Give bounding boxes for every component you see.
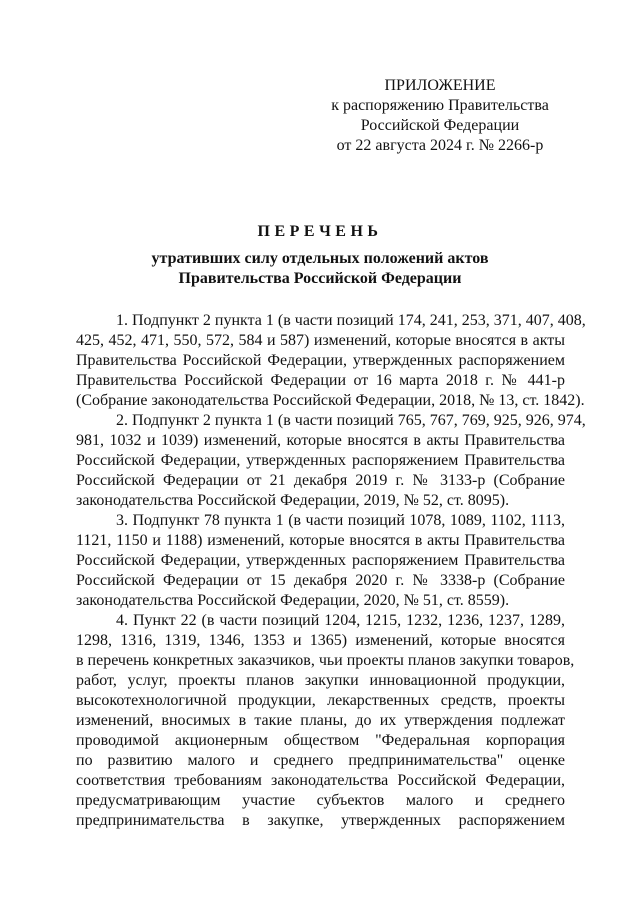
paragraph-line: соответствия требованиям законодательства Российской Федерации, <box>76 772 565 789</box>
subtitle-line: Правительства Российской Федерации <box>178 270 462 287</box>
paragraph-line: работ, услуг, проекты планов закупки инновационной продукции, <box>76 672 565 689</box>
paragraph-line: 1. Подпункт 2 пункта 1 (в части позиций 174, 241, 253, 371, 407, 408, <box>116 312 586 329</box>
appendix-label: ПРИЛОЖЕНИЕ <box>384 77 496 94</box>
paragraph-line: 2. Подпункт 2 пункта 1 (в части позиций 765, 767, 769, 925, 926, 974, <box>116 412 586 429</box>
paragraph-line: Российской Федерации, утвержденных распоряжением Правительства <box>76 452 565 469</box>
paragraph-line: Российской Федерации от 15 декабря 2020 г. № 3338-р (Собрание <box>76 572 565 589</box>
paragraph-line: изменений, вносимых в такие планы, до их утверждения подлежат <box>76 712 565 729</box>
paragraph-line: 1298, 1316, 1319, 1346, 1353 и 1365) изменений, которые вносятся <box>76 632 565 649</box>
paragraph-line: высокотехнологичной продукции, лекарственных средств, проекты <box>76 692 565 709</box>
paragraph-line: предпринимательства в закупке, утвержденных распоряжением <box>76 812 565 829</box>
paragraph-line: 981, 1032 и 1039) изменений, которые вносятся в акты Правительства <box>76 432 565 449</box>
paragraph-line: 3. Подпункт 78 пункта 1 (в части позиций 1078, 1089, 1102, 1113, <box>116 512 565 529</box>
paragraph-line: 425, 452, 471, 550, 572, 584 и 587) изменений, которые вносятся в акты <box>76 332 565 349</box>
paragraph-1 <box>76 311 586 411</box>
paragraph-line: предусматривающим участие субъектов малого и среднего <box>76 792 565 809</box>
paragraph-2 <box>76 411 586 511</box>
paragraph-line: законодательства Российской Федерации, 2019, № 52, ст. 8095). <box>76 492 510 509</box>
paragraph-4 <box>76 611 575 831</box>
paragraph-line: Российской Федерации, утвержденных распоряжением Правительства <box>76 552 565 569</box>
paragraph-line: 1121, 1150 и 1188) изменений, которые вносятся в акты Правительства <box>76 532 565 549</box>
paragraph-line: законодательства Российской Федерации, 2020, № 51, ст. 8559). <box>76 592 510 609</box>
paragraph-line: Российской Федерации от 21 декабря 2019 г. № 3133-р (Собрание <box>76 472 565 489</box>
paragraph-line: Правительства Российской Федерации, утвержденных распоряжением <box>76 352 565 369</box>
document-subtitle <box>0 249 640 289</box>
paragraph-line: по развитию малого и среднего предпринимательства" оценке <box>76 752 565 769</box>
appendix-reference: к распоряжению Правительства <box>331 97 549 114</box>
appendix-date-number: от 22 августа 2024 г. № 2266-р <box>336 137 544 154</box>
paragraph-line: 4. Пункт 22 (в части позиций 1204, 1215, 1232, 1236, 1237, 1289, <box>116 612 565 629</box>
paragraph-3 <box>76 511 565 611</box>
document-title: ПЕРЕЧЕНЬ <box>257 223 383 240</box>
paragraph-line: Правительства Российской Федерации от 16 марта 2018 г. № 441-р <box>76 372 565 389</box>
document-body <box>76 311 586 831</box>
subtitle-line: утративших силу отдельных положений актов <box>151 250 489 267</box>
paragraph-line: в перечень конкретных заказчиков, чьи проекты планов закупки товаров, <box>76 652 575 669</box>
paragraph-line: (Собрание законодательства Российской Федерации, 2018, № 13, ст. 1842). <box>76 392 585 409</box>
appendix-header <box>310 76 570 156</box>
appendix-authority: Российской Федерации <box>360 117 520 134</box>
paragraph-line: проводимой акционерным обществом "Федеральная корпорация <box>76 732 565 749</box>
